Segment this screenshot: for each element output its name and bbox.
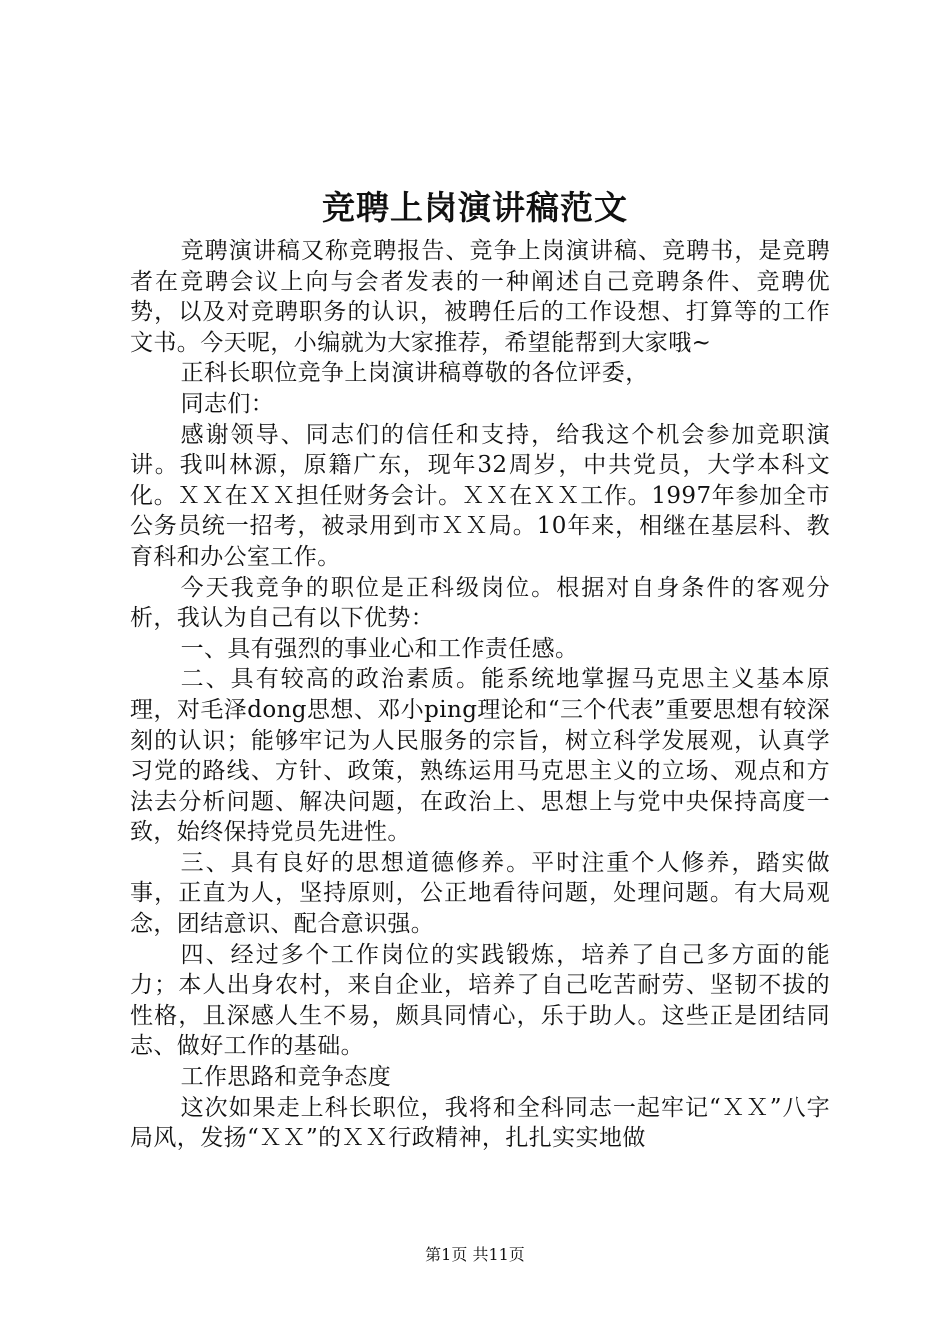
paragraph-advantage-4: 四、经过多个工作岗位的实践锻炼，培养了自己多方面的能力；本人出身农村，来自企业，培养了自己吃苦耐劳、坚韧不拔的性格，且深感人生不易，颇具同情心，乐于助人。这些正是团结同志、做好工作的基础。 bbox=[130, 941, 830, 1060]
paragraph-work-plan: 这次如果走上科长职位，我将和全科同志一起牢记“ＸＸ”八字局风，发扬“ＸＸ”的ＸＸ行政精神，扎扎实实地做 bbox=[130, 1094, 830, 1152]
paragraph-intro: 竞聘演讲稿又称竞聘报告、竞争上岗演讲稿、竞聘书，是竞聘者在竞聘会议上向与会者发表的一种阐述自己竞聘条件、竞聘优势，以及对竞聘职务的认识，被聘任后的工作设想、打算等的工作文书。今天呢，小编就为大家推荐，希望能帮到大家哦~ bbox=[130, 238, 830, 356]
paragraph-greeting: 同志们： bbox=[180, 390, 275, 417]
paragraph-self-introduction: 感谢领导、同志们的信任和支持，给我这个机会参加竞职演讲。我叫林源，原籍广东，现年32周岁，中共党员，大学本科文化。ＸＸ在ＸＸ担任财务会计。ＸＸ在ＸＸ工作。1997年参加全市公务员统一招考，被录用到市ＸＸ局。10年来，相继在基层科、教育科和办公室工作。 bbox=[130, 421, 830, 570]
paragraph-advantage-2: 二、具有较高的政治素质。能系统地掌握马克思主义基本原理，对毛泽dong思想、邓小ping理论和“三个代表”重要思想有较深刻的认识；能够牢记为人民服务的宗旨，树立科学发展观，认真学习党的路线、方针、政策，熟练运用马克思主义的立场、观点和方法去分析问题、解决问题，在政治上、思想上与党中央保持高度一致，始终保持党员先进性。 bbox=[130, 666, 830, 846]
paragraph-position: 今天我竞争的职位是正科级岗位。根据对自身条件的客观分析，我认为自己有以下优势： bbox=[130, 574, 830, 632]
section-heading: 工作思路和竞争态度 bbox=[180, 1064, 392, 1091]
paragraph-advantage-3: 三、具有良好的思想道德修养。平时注重个人修养，踏实做事，正直为人，坚持原则，公正地看待问题，处理问题。有大局观念，团结意识、配合意识强。 bbox=[130, 849, 830, 938]
document-title: 竞聘上岗演讲稿范文 bbox=[322, 188, 628, 227]
document-body bbox=[130, 236, 830, 1154]
paragraph-salutation: 正科长职位竞争上岗演讲稿尊敬的各位评委， bbox=[180, 360, 649, 387]
paragraph-advantage-1: 一、具有强烈的事业心和工作责任感。 bbox=[180, 635, 579, 662]
page-footer: 第1页 共11页 bbox=[425, 1245, 525, 1264]
